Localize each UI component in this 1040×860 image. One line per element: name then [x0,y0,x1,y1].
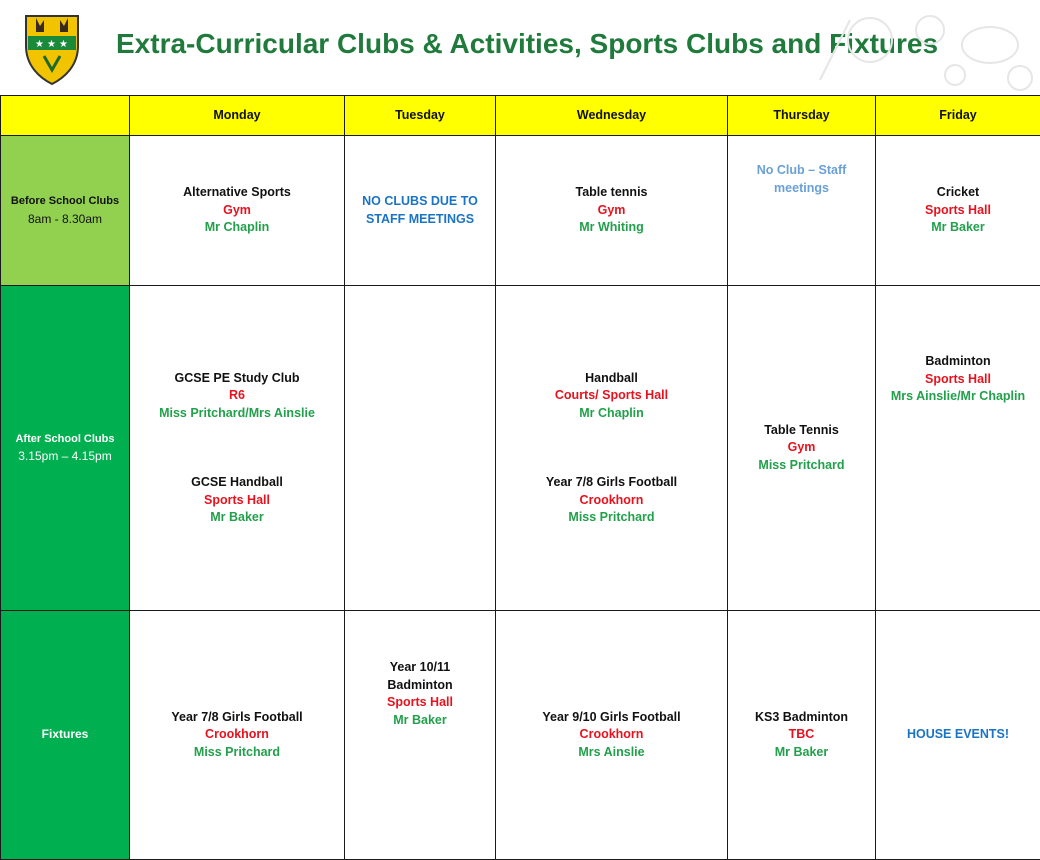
activity-teacher: Miss Pritchard/Mrs Ainslie [134,405,340,423]
activity-teacher: Mrs Ainslie [500,744,723,762]
activity-name: Year 7/8 Girls Football [500,474,723,492]
activity-teacher: Mr Baker [880,219,1036,237]
timetable [0,95,1040,860]
header-monday: Monday [130,96,345,136]
after-thursday-cell [728,286,876,611]
school-crest-logo [22,12,82,86]
fixtures-thursday-cell [728,611,876,860]
header-thursday: Thursday [728,96,876,136]
day-header-row [1,96,1040,136]
activity-name: KS3 Badminton [732,709,871,727]
fixtures-label: Fixtures [1,611,130,860]
activity-name: Handball [500,370,723,388]
activity-name: Table tennis [500,184,723,202]
activity-teacher: Mr Baker [349,712,491,730]
activity-name: Table Tennis [732,422,871,440]
activity-name: Year 9/10 Girls Football [500,709,723,727]
activity-teacher: Mr Chaplin [134,219,340,237]
page-title: Extra-Curricular Clubs & Activities, Sports Clubs and Fixtures [116,28,938,60]
activity-venue: Gym [134,202,340,220]
header-friday: Friday [876,96,1040,136]
activity-name: Badminton [349,677,491,695]
notice-text: No Club – Staff [732,162,871,180]
before-wednesday-cell [496,136,728,286]
svg-text:★: ★ [47,39,56,50]
activity-venue: Sports Hall [880,202,1036,220]
activity-venue: Crookhorn [500,726,723,744]
spacer [500,422,723,474]
activity-teacher: Miss Pritchard [732,457,871,475]
before-school-label: Before School Clubs 8am - 8.30am [1,136,130,286]
activity-teacher: Mr Baker [732,744,871,762]
fixtures-monday-cell [130,611,345,860]
activity-teacher: Mrs Ainslie/Mr Chaplin [880,388,1036,406]
activity-name: Year 7/8 Girls Football [134,709,340,727]
activity-name: GCSE Handball [134,474,340,492]
header-wednesday: Wednesday [496,96,728,136]
activity-name: Alternative Sports [134,184,340,202]
fixtures-tuesday-cell [345,611,496,860]
activity-venue: Crookhorn [500,492,723,510]
activity-name: Cricket [880,184,1036,202]
svg-text:★: ★ [35,39,44,50]
activity-teacher: Miss Pritchard [500,509,723,527]
after-school-label: After School Clubs 3.15pm – 4.15pm [1,286,130,611]
notice-text: meetings [732,180,871,198]
activity-teacher: Mr Chaplin [500,405,723,423]
header-tuesday: Tuesday [345,96,496,136]
after-school-time: 3.15pm – 4.15pm [5,448,125,466]
after-wednesday-cell [496,286,728,611]
activity-venue: R6 [134,387,340,405]
activity-venue: Crookhorn [134,726,340,744]
activity-teacher: Mr Baker [134,509,340,527]
activity-name: Badminton [880,353,1036,371]
activity-venue: Sports Hall [134,492,340,510]
activity-teacher: Mr Whiting [500,219,723,237]
activity-venue: TBC [732,726,871,744]
corner-cell [1,96,130,136]
after-school-row [1,286,1040,611]
notice-text: STAFF MEETINGS [349,211,491,229]
activity-venue: Gym [500,202,723,220]
activity-venue: Sports Hall [880,371,1036,389]
activity-venue: Sports Hall [349,694,491,712]
fixtures-friday-cell [876,611,1040,860]
activity-name: GCSE PE Study Club [134,370,340,388]
activity-name: Year 10/11 [349,659,491,677]
spacer [134,422,340,474]
before-monday-cell [130,136,345,286]
before-thursday-cell [728,136,876,286]
before-friday-cell [876,136,1040,286]
activity-teacher: Miss Pritchard [134,744,340,762]
svg-text:★: ★ [59,39,68,50]
after-tuesday-cell [345,286,496,611]
after-monday-cell [130,286,345,611]
fixtures-wednesday-cell [496,611,728,860]
page-header [0,0,1040,95]
after-friday-cell [876,286,1040,611]
notice-text: HOUSE EVENTS! [880,726,1036,744]
sports-equipment-watermark-icon [700,0,1040,95]
notice-text: NO CLUBS DUE TO [349,193,491,211]
before-tuesday-cell [345,136,496,286]
activity-venue: Courts/ Sports Hall [500,387,723,405]
before-school-time: 8am - 8.30am [5,211,125,229]
before-school-row [1,136,1040,286]
activity-venue: Gym [732,439,871,457]
fixtures-row [1,611,1040,860]
